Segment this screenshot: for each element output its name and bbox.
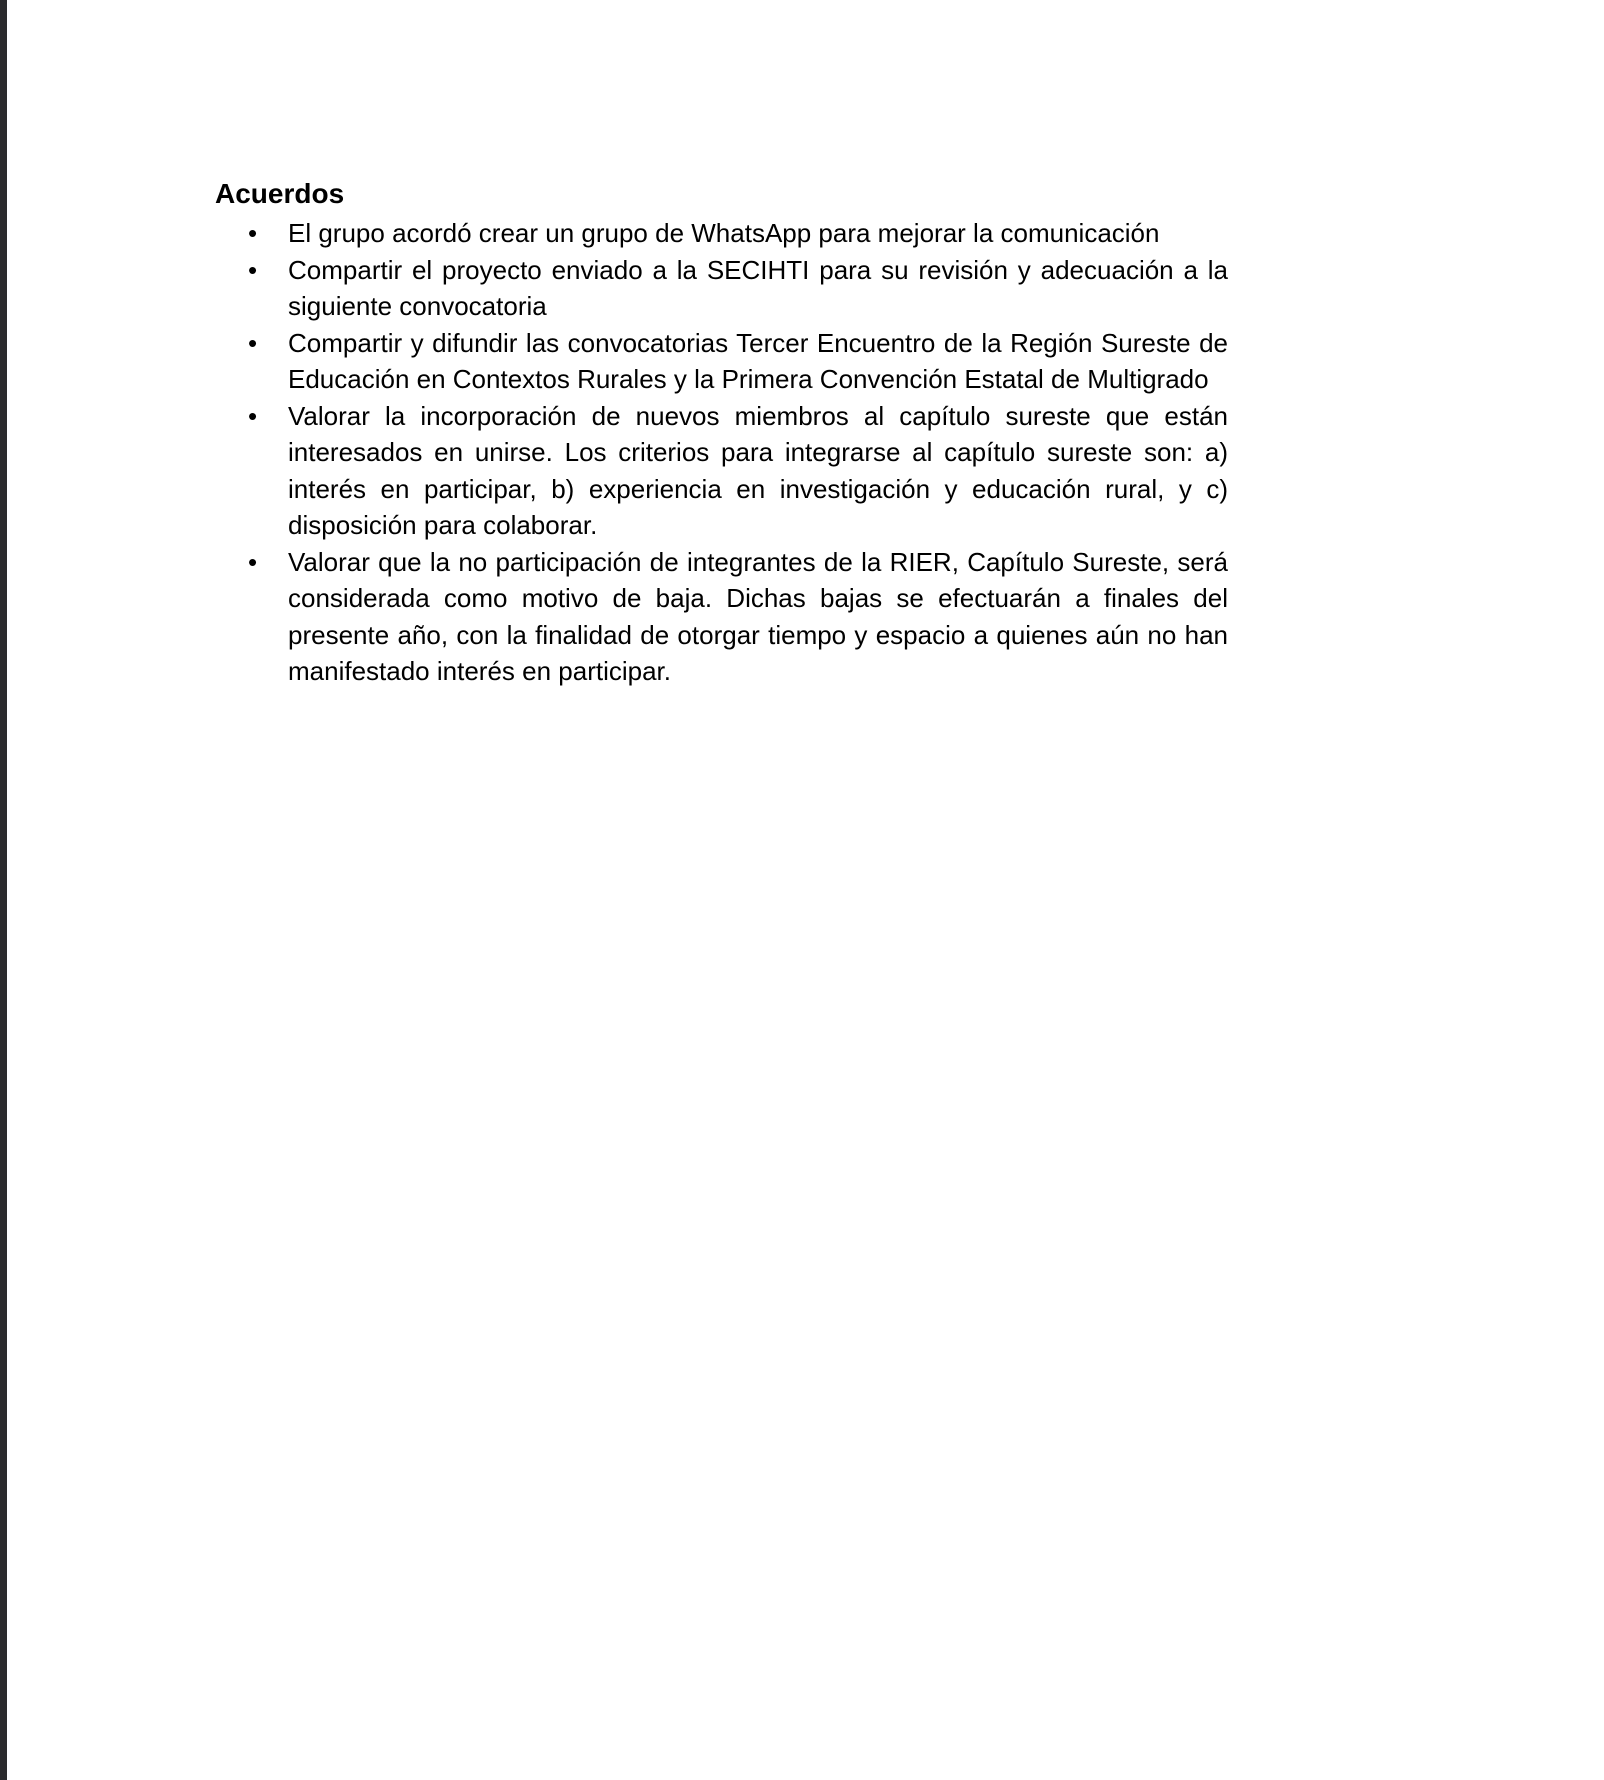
bullet-item: • Valorar la incorporación de nuevos miembros al capítulo sureste que están interesados en unirse. Los criterios para integrarse al capítulo sureste son: a) interés en participar, b) experiencia en investigación y educación rural, y c) disposición para colaborar. xyxy=(215,398,1228,544)
bullet-item: • Compartir y difundir las convocatorias Tercer Encuentro de la Región Sureste de Educación en Contextos Rurales y la Primera Convención Estatal de Multigrado xyxy=(215,325,1228,398)
viewer-left-edge-bar xyxy=(0,0,7,1780)
document-page xyxy=(215,175,1235,690)
bullet-item: • Compartir el proyecto enviado a la SECIHTI para su revisión y adecuación a la siguiente convocatoria xyxy=(215,252,1228,325)
bullet-item: • El grupo acordó crear un grupo de WhatsApp para mejorar la comunicación xyxy=(215,215,1228,252)
agreements-bullet-list xyxy=(215,215,1235,690)
section-heading: Acuerdos xyxy=(215,178,345,209)
bullet-item: • Valorar que la no participación de integrantes de la RIER, Capítulo Sureste, será considerada como motivo de baja. Dichas bajas se efectuarán a finales del presente año, con la finalidad de otorgar tiempo y espacio a quienes aún no han manifestado interés en participar. xyxy=(215,544,1228,690)
